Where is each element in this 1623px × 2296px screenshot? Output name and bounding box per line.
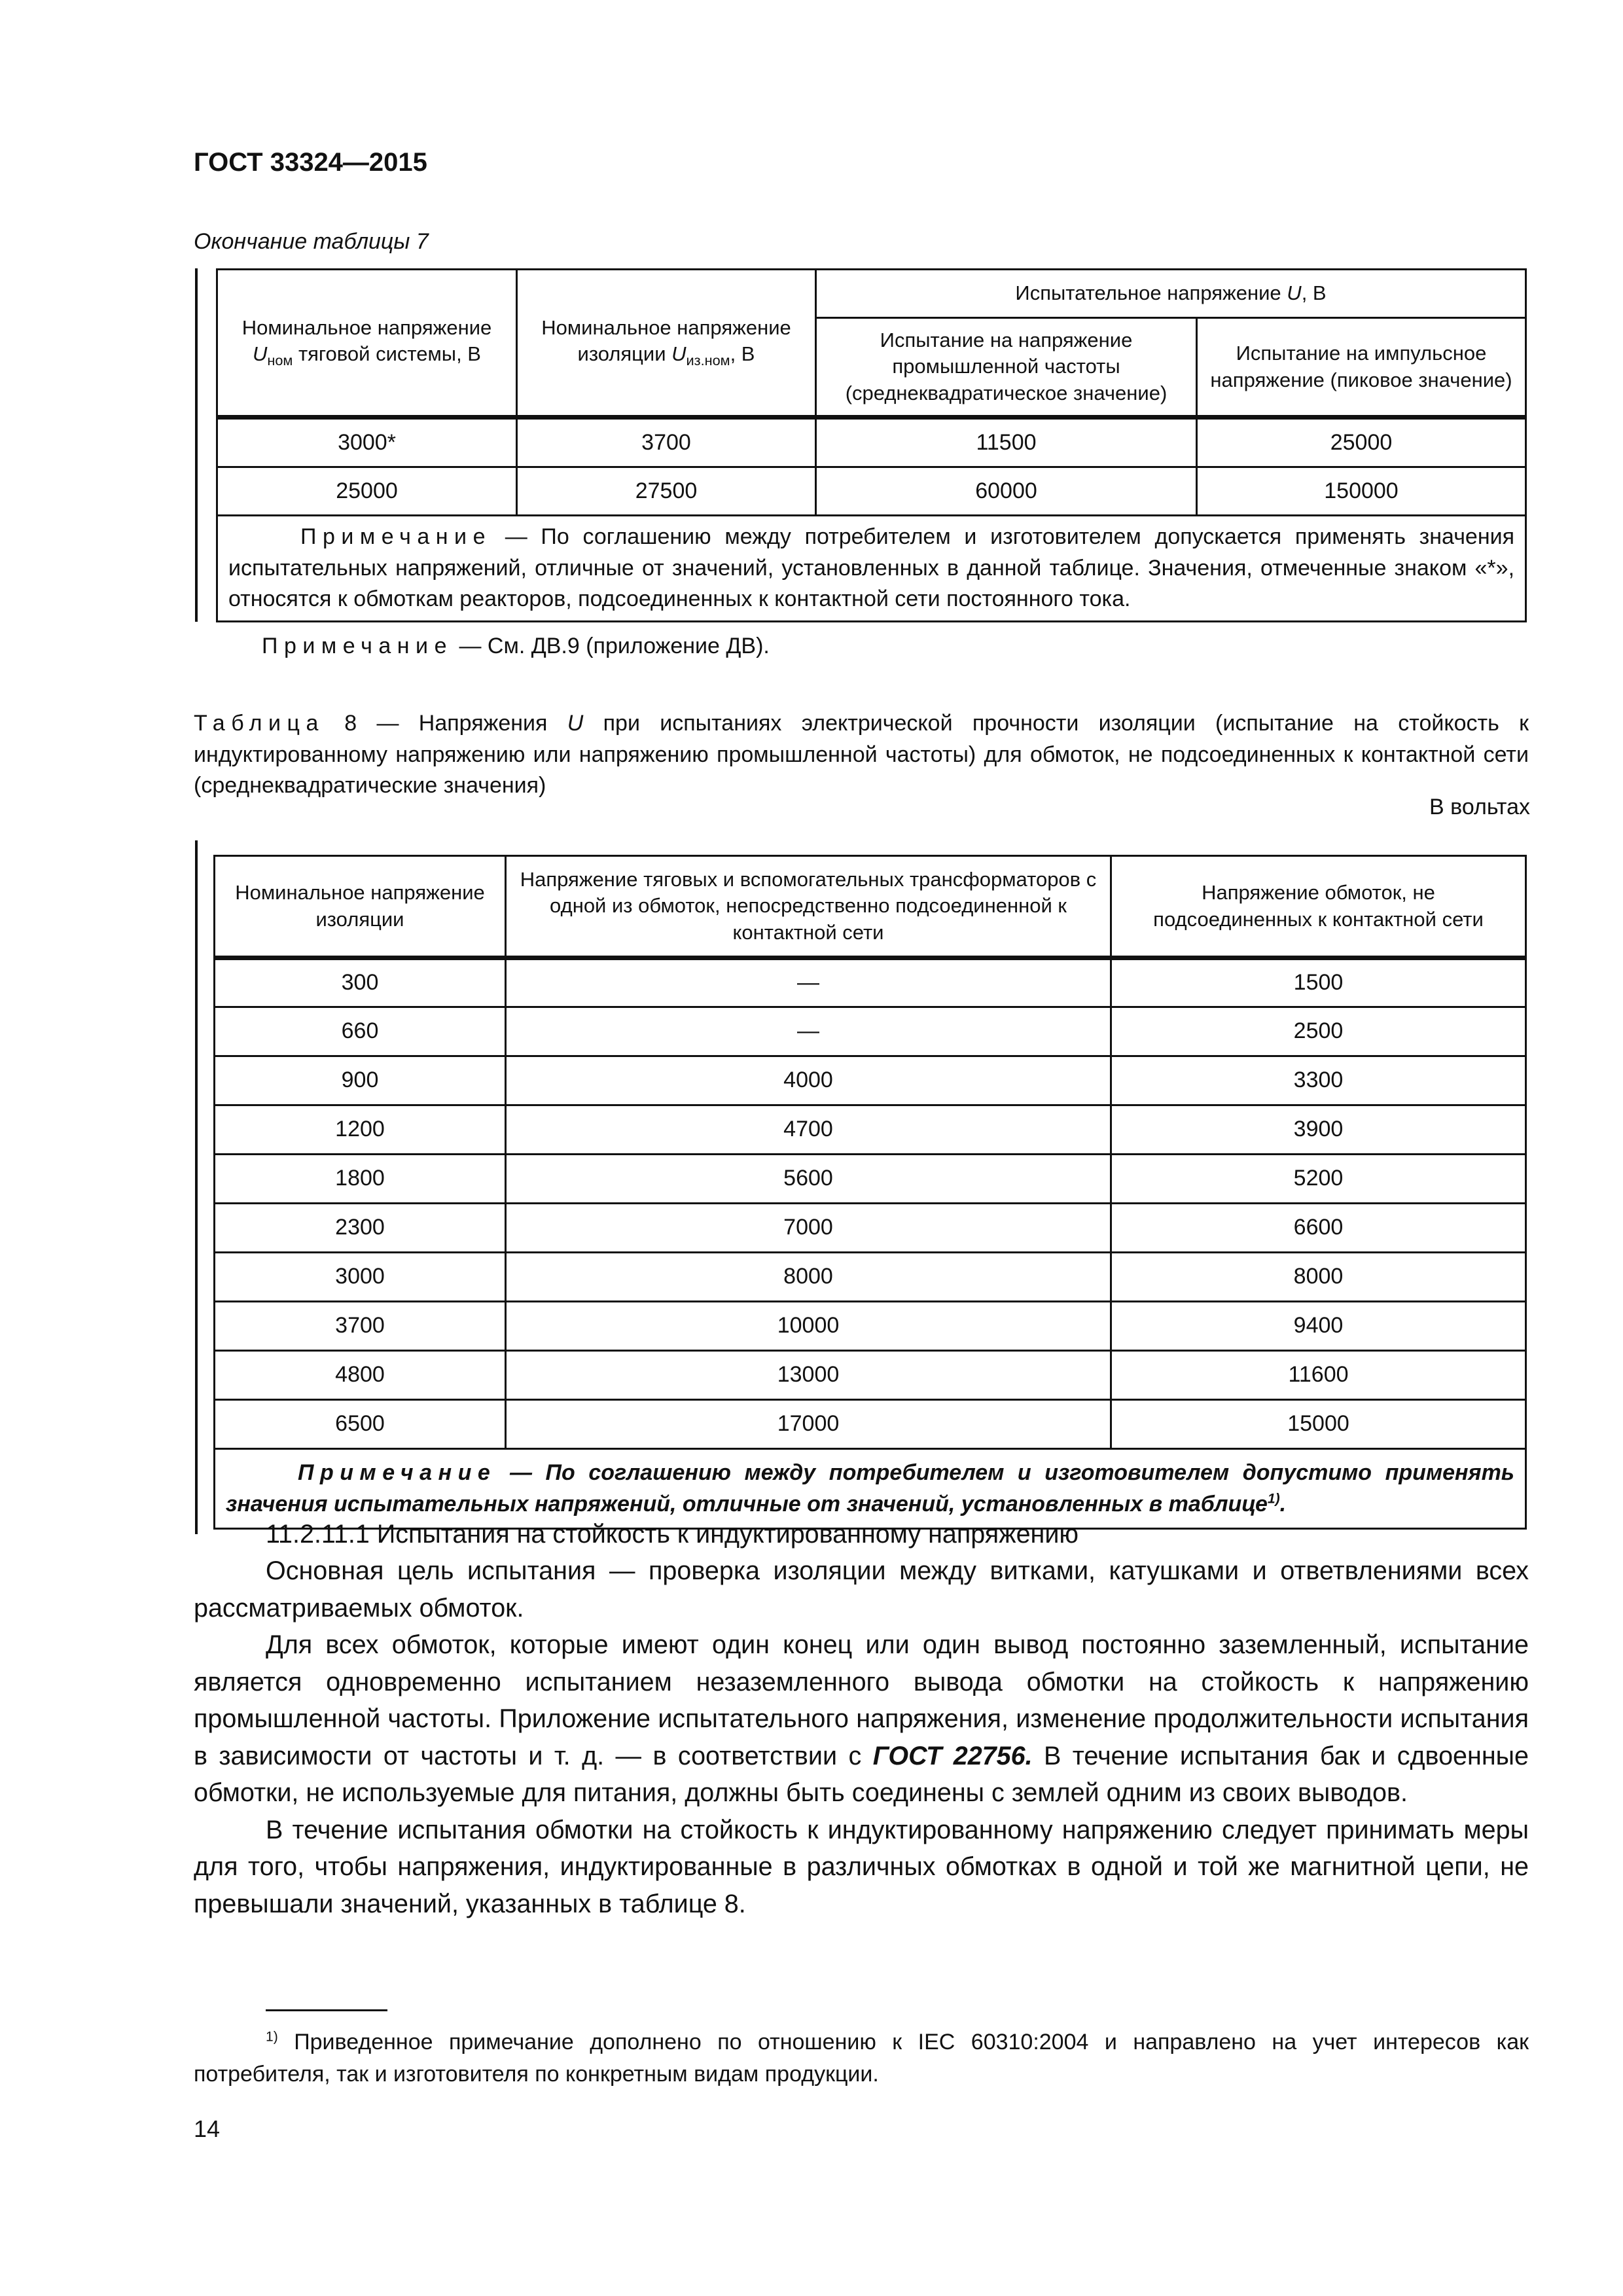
paragraph: Основная цель испытания — проверка изоляции между витками, катушками и ответвлениями всех рассматриваемых обмоток. xyxy=(194,1556,1529,1623)
table-row: 660 — 2500 xyxy=(215,1007,1526,1056)
change-bar xyxy=(195,840,198,1534)
footnote-ref: 1) xyxy=(1267,1491,1280,1507)
header-test-voltage-group: Испытательное напряжение U, В xyxy=(816,270,1526,318)
table-row: 4800 13000 11600 xyxy=(215,1351,1526,1400)
table-7 xyxy=(216,268,1527,622)
section-heading: 11.2.11.1 Испытания на стойкость к индуктированному напряжению xyxy=(266,1520,1079,1549)
page-number: 14 xyxy=(194,2115,221,2142)
paragraph: Для всех обмоток, которые имеют один конец или один вывод постоянно заземленный, испытание является одновременно испытанием незаземленного вывода обмотки на стойкость к напряжению промышленной частоты. Приложение испытательного напряжения, изменение продолжительности испытания в зависимости от частоты и т. д. — в соответствии с ГОСТ 22756. В течение испытания бак и сдвоенные обмотки, не используемые для питания, должны быть соединены с землей одним из своих выводов. xyxy=(194,1630,1529,1808)
header-nominal-insulation-voltage: Номинальное напряжение изоляции xyxy=(215,856,506,958)
standard-reference: ГОСТ 22756. xyxy=(872,1741,1033,1770)
document-id: ГОСТ 33324—2015 xyxy=(194,148,427,177)
table-row: 3700 10000 9400 xyxy=(215,1302,1526,1351)
table-7-after-note: Примечание — См. ДВ.9 (приложение ДВ). xyxy=(262,634,770,658)
table-8-unit: В вольтах xyxy=(1429,795,1530,819)
header-traction-transformer-voltage: Напряжение тяговых и вспомогательных трансформаторов с одной из обмоток, непосредственно подсоединенной к контактной сети xyxy=(506,856,1111,958)
table-row: 25000 27500 60000 150000 xyxy=(217,467,1526,516)
table-row: 3000* 3700 11500 25000 xyxy=(217,418,1526,467)
header-power-frequency-test: Испытание на напряжение промышленной частоты (среднеквадратическое значение) xyxy=(816,318,1197,418)
section-body xyxy=(194,1516,1529,1922)
header-insulation-voltage: Номинальное напряжение изоляции $U_{из.ном}$, В xyxy=(517,270,816,418)
header-nominal-voltage: Номинальное напряжение $U_{ном}$ тяговой системы, В xyxy=(217,270,517,418)
footnote: $^{1)}$ Приведенное примечание дополнено по отношению к IEC 60310:2004 и направлено на учет интересов как потребителя, так и изготовителя по конкретным видам продукции. xyxy=(194,2029,1529,2087)
paragraph: В течение испытания обмотки на стойкость к индуктированному напряжению следует принимать меры для того, чтобы напряжения, индуктированные в различных обмотках в одной и той же магнитной цепи, не превышали значений, указанных в таблице 8. xyxy=(194,1815,1529,1918)
table-8-note: Примечание — По соглашению между потребителем и изготовителем допустимо применять значения испытательных напряжений, отличные от значений, установленных в таблице$^{1)}$. xyxy=(215,1449,1526,1529)
table-continuation-title: Окончание таблицы 7 xyxy=(194,229,429,254)
footnote-divider xyxy=(266,2009,387,2011)
change-bar xyxy=(195,268,198,622)
table-row: 900 4000 3300 xyxy=(215,1056,1526,1105)
table-8-caption: Таблица 8 — Напряжения U при испытаниях электрической прочности изоляции (испытание на стойкость к индуктированному напряжению или напряжению промышленной частоты) для обмоток, не подсоединенных к контактной сети (среднеквадратические значения) xyxy=(194,711,1529,798)
header-unconnected-winding-voltage: Напряжение обмоток, не подсоединенных к контактной сети xyxy=(1111,856,1526,958)
table-8 xyxy=(213,855,1527,1530)
table-row: 1800 5600 5200 xyxy=(215,1155,1526,1204)
table-row: 1200 4700 3900 xyxy=(215,1105,1526,1155)
table-row: 300 — 1500 xyxy=(215,958,1526,1007)
table-row: 6500 17000 15000 xyxy=(215,1400,1526,1449)
header-impulse-test: Испытание на импульсное напряжение (пиковое значение) xyxy=(1197,318,1526,418)
table-7-note: Примечание — По соглашению между потребителем и изготовителем допускается применять значения испытательных напряжений, отличные от значений, установленных в данной таблице. Значения, отмеченные знаком «*», относятся к обмоткам реакторов, подсоединенных к контактной сети постоянного тока. xyxy=(217,516,1526,622)
table-row: 3000 8000 8000 xyxy=(215,1253,1526,1302)
table-row: 2300 7000 6600 xyxy=(215,1204,1526,1253)
